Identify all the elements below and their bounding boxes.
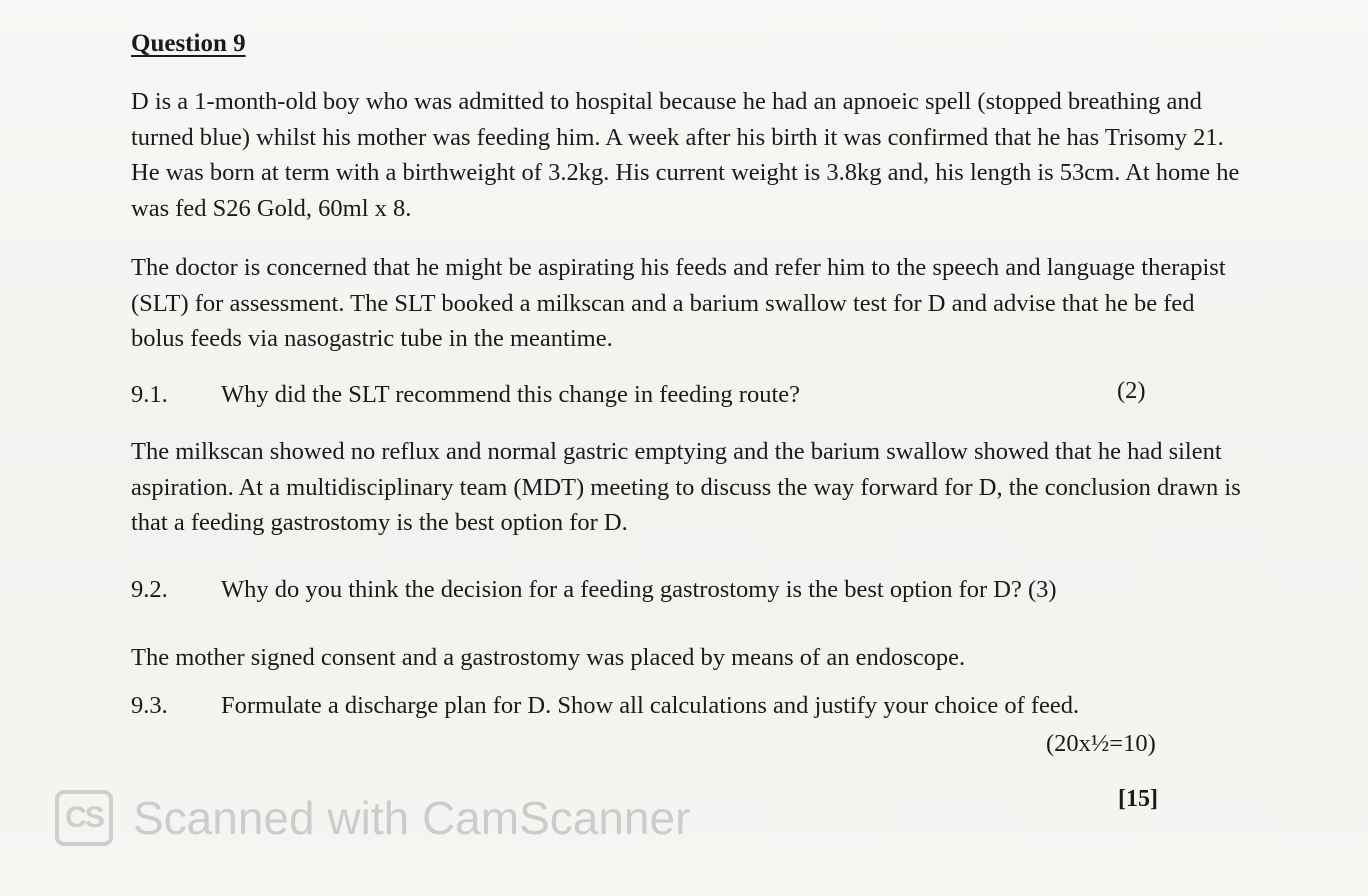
question-9-3-text: Formulate a discharge plan for D. Show all calculations and justify your choice of feed. [221,692,1080,719]
question-9-1-number: 9.1. [131,381,168,408]
question-9-3-marks: (20x½=10) [1046,730,1156,757]
camscanner-watermark [55,788,690,848]
case-paragraph-4: The mother signed consent and a gastrostomy was placed by means of an endoscope. [131,644,966,671]
question-9-1-marks: (2) [1117,377,1146,404]
case-paragraph-1: D is a 1-month-old boy who was admitted to hospital because he had an apnoeic spell (stopped breathing and turned blue) whilst his mother was feeding him. A week after his birth it was confirmed that he has Trisomy 21. He was born at term with a birthweight of 3.2kg. His current weight is 3.8kg and, his length is 53cm. At home he was fed S26 Gold, 60ml x 8. [131,88,1240,222]
case-paragraph-3: The milkscan showed no reflux and normal gastric emptying and the barium swallow showed that he had silent aspiration. At a multidisciplinary team (MDT) meeting to discuss the way forward for D, the conclusion drawn is that a feeding gastrostomy is the best option for D. [131,438,1241,536]
total-marks: [15] [1118,786,1158,812]
camscanner-logo-icon: CS [55,790,113,846]
question-9-3-number: 9.3. [131,692,168,719]
case-paragraph-2: The doctor is concerned that he might be aspirating his feeds and refer him to the speech and language therapist (SLT) for assessment. The SLT booked a milkscan and a barium swallow test for D and advise that he be fed bolus feeds via nasogastric tube in the meantime. [131,254,1226,352]
question-9-2-text: Why do you think the decision for a feeding gastrostomy is the best option for D? (3) [221,576,1057,603]
question-9-2-number: 9.2. [131,576,168,603]
question-heading: Question 9 [131,30,246,57]
question-9-1-text: Why did the SLT recommend this change in feeding route? [221,381,801,408]
watermark-text: Scanned with CamScanner [133,792,691,844]
